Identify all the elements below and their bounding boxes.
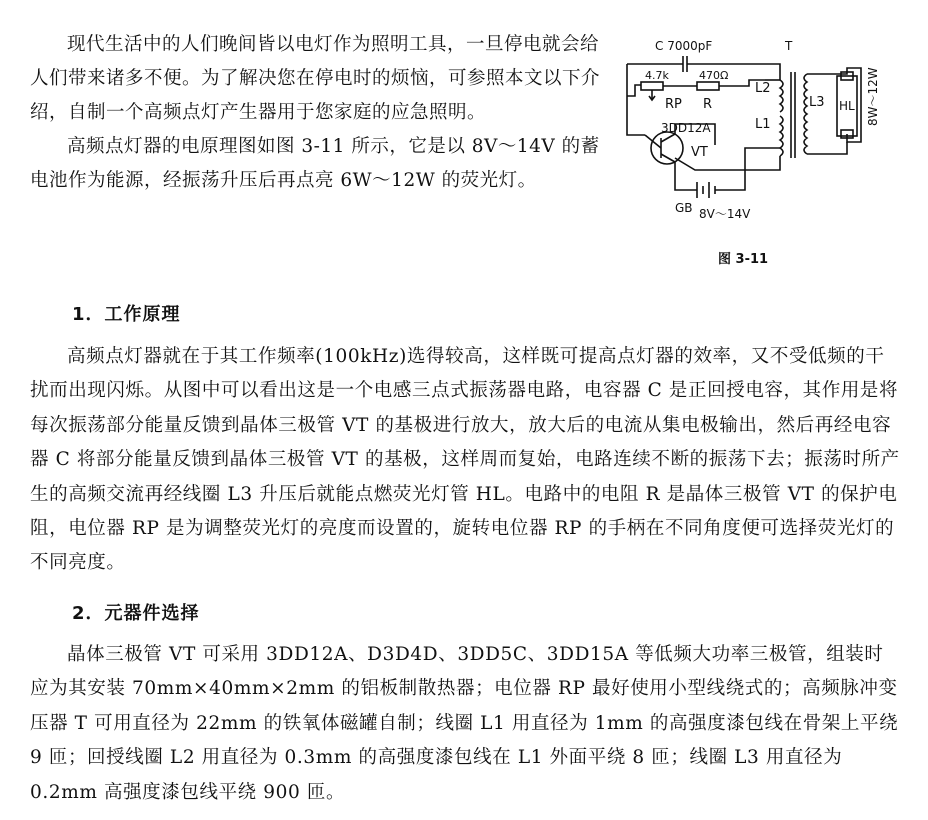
coil-l1-label: L1 [755, 117, 771, 132]
intro-paragraph-1: 现代生活中的人们晚间皆以电灯作为照明工具，一旦停电就会给人们带来诸多不便。为了解决您在停电时的烦恼，可参照本文以下介绍，自制一个高频点灯产生器用于您家庭的应急照明。 [30, 34, 601, 123]
resistor-label: R [703, 97, 713, 112]
coil-l3-label: L3 [809, 95, 825, 110]
resistor-value: 470Ω [699, 69, 729, 82]
circuit-diagram [615, 30, 915, 270]
lamp-label: HL [839, 99, 855, 113]
capacitor-label: C 7000pF [655, 39, 713, 53]
battery-label: GB [675, 201, 693, 215]
transistor-label: VT [691, 145, 708, 160]
transistor-model-label: 3DD12A [661, 121, 711, 135]
intro-paragraph-2: 高频点灯器的电原理图如图 3-11 所示，它是以 8V～14V 的蓄电池作为能源，经振荡升压后再点亮 6W～12W 的荧光灯。 [30, 136, 600, 191]
intro-text [30, 28, 608, 198]
section-body-component-selection: 晶体三极管 VT 可采用 3DD12A、D3D4D、3DD5C、3DD15A 等低频大功率三极管，组装时应为其安装 70mm×40mm×2mm 的铝板制散热器；电位器 RP 最好使用小型线绕式的；高频脉冲变压器 T 可用直径为 22mm 的铁氧体磁罐自制；线圈 L1 用直径为 1mm 的高强度漆包线在骨架上平绕 9 匝；回授线圈 L2 用直径为 0.3mm 的高强度漆包线在 L1 外面平绕 8 匝；线圈 L3 用直径为 0.2mm 高强度漆包线平绕 900 匝。 [30, 644, 899, 803]
lamp-power-label: 8W～12W [866, 67, 880, 126]
potentiometer-label: RP [665, 97, 682, 112]
transformer-label: T [785, 39, 793, 53]
figure-caption: 图 3-11 [718, 252, 769, 267]
coil-l2-label: L2 [755, 81, 771, 96]
section-heading-working-principle: 1．工作原理 [72, 304, 181, 325]
section-heading-component-selection: 2．元器件选择 [72, 603, 200, 624]
section-body-working-principle: 高频点灯器就在于其工作频率(100kHz)选得较高，这样既可提高点灯器的效率，又不受低频的干扰而出现闪烁。从图中可以看出这是一个电感三点式振荡器电路，电容器 C 是正回授电容，其作用是将每次振荡部分能量反馈到晶体三极管 VT 的基极进行放大，放大后的电流从集电极输出，然后再经电容器 C 将部分能量反馈到晶体三极管 VT 的基极，这样周而复始，电路连续不断的振荡下去；振荡时所产生的高频交流再经线圈 L3 升压后就能点燃荧光灯管 HL。电路中的电阻 R 是晶体三极管 VT 的保护电阻，电位器 RP 是为调整荧光灯的亮度而设置的，旋转电位器 RP 的手柄在不同角度便可选择荧光灯的不同亮度。 [30, 346, 900, 574]
battery-voltage-label: 8V～14V [699, 207, 751, 221]
potentiometer-value: 4.7k [645, 69, 669, 82]
